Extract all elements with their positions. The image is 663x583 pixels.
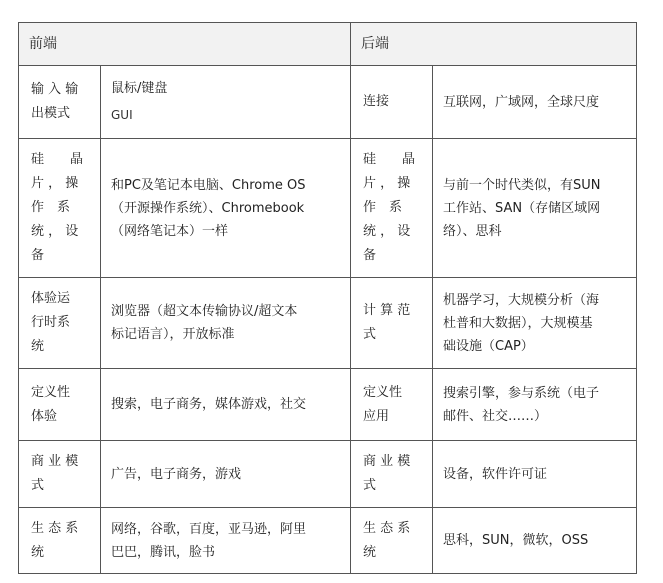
label-line: 定义性 <box>31 384 71 400</box>
label-line: 体验运 <box>31 291 71 306</box>
content-line: 础设施（CAP） <box>443 338 534 354</box>
label-line: 行时系 <box>31 315 71 330</box>
row-content-left <box>101 441 351 508</box>
row-content-left <box>101 508 351 574</box>
table-header-row <box>19 23 637 66</box>
label-line: 商 业 模 <box>363 454 411 469</box>
row-content-right <box>433 66 637 139</box>
content-line: 工作站、SAN（存储区域网 <box>443 200 601 216</box>
content-line: 巴巴，腾讯，脸书 <box>111 544 216 560</box>
content-line: 杜普和大数据），大规模基 <box>443 315 593 331</box>
label-line: 生 态 系 <box>31 520 79 536</box>
row-label-left <box>19 508 101 574</box>
row-content-left <box>101 66 351 139</box>
row-label-right <box>351 369 433 441</box>
row-label-right <box>351 441 433 508</box>
label-line: 体验 <box>31 408 58 424</box>
content-line: 广告，电子商务，游戏 <box>111 466 242 482</box>
content-line: 络）、思科 <box>443 223 502 239</box>
content-line: （网络笔记本）一样 <box>111 223 229 239</box>
header-backend: 后端 <box>351 23 637 66</box>
label-line: 备 <box>31 248 45 263</box>
content-line: 搜索，电子商务，媒体游戏，社交 <box>111 397 307 412</box>
content-line: 与前一个时代类似，有SUN <box>443 177 601 193</box>
label-line: 片 ， 操 <box>363 176 411 191</box>
row-content-right <box>433 508 637 574</box>
row-label-left <box>19 66 101 139</box>
label-line: 统 ， 设 <box>31 224 79 239</box>
label-line: 商 业 模 <box>31 454 79 469</box>
row-content-right <box>433 139 637 278</box>
label-line: 式 <box>31 478 45 493</box>
content-line: 和PC及笔记本电脑、Chrome OS <box>111 177 306 193</box>
content-line: 机器学习，大规模分析（海 <box>443 292 600 308</box>
label-line: 定义性 <box>363 384 403 400</box>
label-line: 应用 <box>363 408 390 424</box>
content-line: 网络，谷歌，百度，亚马逊，阿里 <box>111 521 307 537</box>
row-content-right <box>433 441 637 508</box>
content-line: 思科，SUN，微软，OSS <box>443 533 589 548</box>
label-line: 式 <box>363 327 377 342</box>
row-content-left <box>101 278 351 369</box>
label-line: 片 ， 操 <box>31 176 79 191</box>
table-row <box>19 66 637 139</box>
label-line: 作 系 <box>363 200 403 215</box>
table-row <box>19 139 637 278</box>
row-label-left <box>19 369 101 441</box>
content-line: GUI <box>111 108 133 122</box>
table-row <box>19 369 637 441</box>
row-label-right <box>351 139 433 278</box>
row-content-left <box>101 139 351 278</box>
label-line: 硅 晶 <box>363 152 416 167</box>
label-line: 硅 晶 <box>31 152 84 167</box>
row-label-right <box>351 66 433 139</box>
label-line: 式 <box>363 478 377 493</box>
label-line: 出模式 <box>31 106 71 121</box>
table-row <box>19 508 637 574</box>
content-line: 设备，软件许可证 <box>443 466 548 482</box>
header-frontend: 前端 <box>19 23 351 66</box>
label-line: 备 <box>363 248 377 263</box>
comparison-table <box>18 22 637 574</box>
content-line: 邮件、社交……） <box>443 408 548 424</box>
content-line: 互联网，广域网，全球尺度 <box>443 94 600 110</box>
content-line: 鼠标/键盘 <box>111 81 168 96</box>
row-content-right <box>433 278 637 369</box>
label-line: 生 态 系 <box>363 520 411 536</box>
row-content-right <box>433 369 637 441</box>
table-row <box>19 278 637 369</box>
label-line: 作 系 <box>31 200 71 215</box>
label-line: 计 算 范 <box>363 303 411 318</box>
row-label-right <box>351 508 433 574</box>
row-label-right <box>351 278 433 369</box>
label-line: 统 <box>31 544 45 560</box>
row-content-left <box>101 369 351 441</box>
row-label-left <box>19 441 101 508</box>
label-line: 统 ， 设 <box>363 224 411 239</box>
content-line: 标记语言），开放标准 <box>111 327 235 342</box>
table-row <box>19 441 637 508</box>
content-line: 浏览器（超文本传输协议/超文本 <box>111 304 298 319</box>
content-line: （开源操作系统）、Chromebook <box>111 200 305 216</box>
content-line: 搜索引擎，参与系统（电子 <box>443 385 600 401</box>
row-label-left <box>19 278 101 369</box>
label-line: 连接 <box>363 94 390 109</box>
label-line: 统 <box>363 544 377 560</box>
label-line: 统 <box>31 339 45 354</box>
row-label-left <box>19 139 101 278</box>
label-line: 输 入 输 <box>31 82 79 97</box>
